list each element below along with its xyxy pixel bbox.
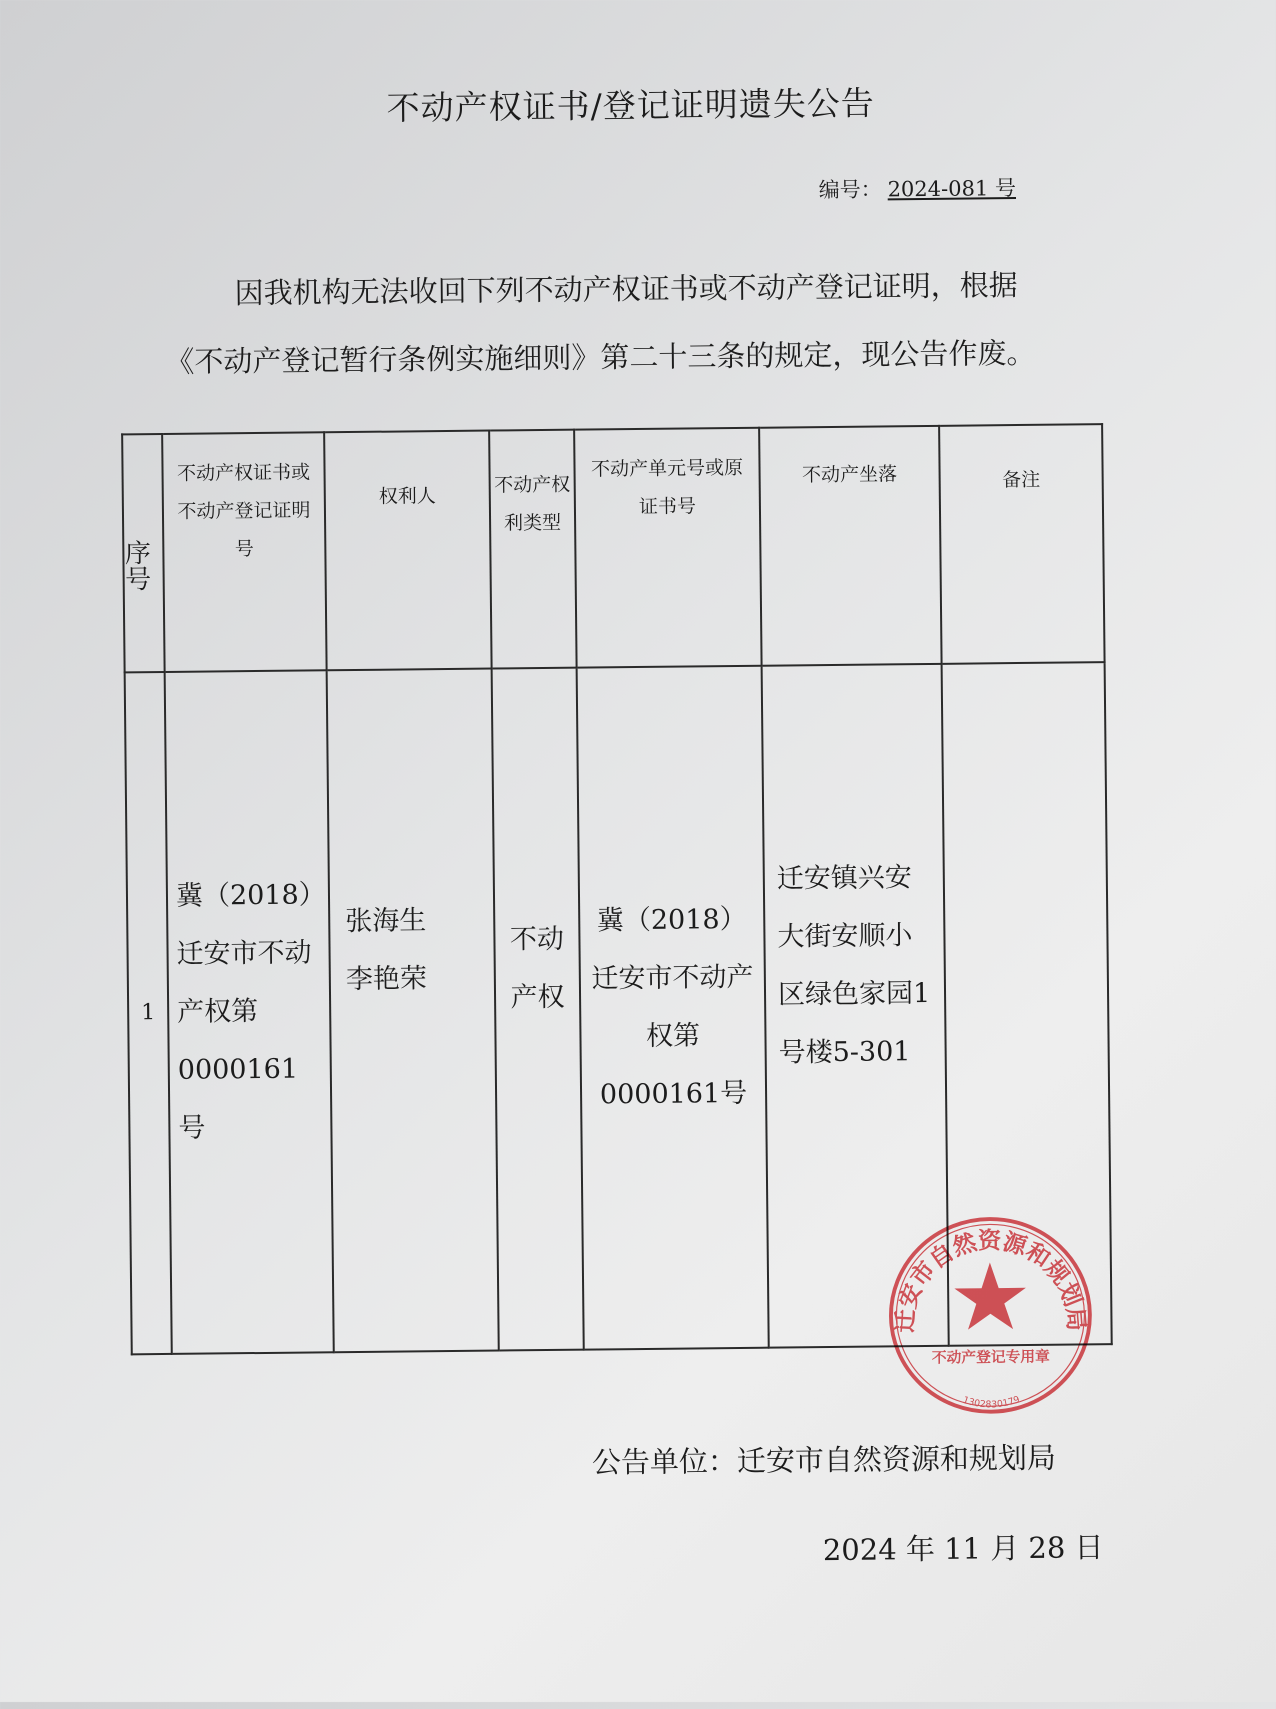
table-header-row <box>122 424 1104 672</box>
document-number-label: 编号： <box>818 177 882 203</box>
cell-right-type: 不动产权 <box>492 668 584 1351</box>
cell-holders: 张海生 李艳荣 <box>327 669 499 1353</box>
header-seq: 序号 <box>122 434 164 672</box>
document-title: 不动产权证书/登记证明遗失公告 <box>386 83 875 128</box>
header-remark: 备注 <box>939 424 1104 664</box>
header-location: 不动产坐落 <box>759 426 941 666</box>
seal-center-text: 不动产登记专用章 <box>931 1348 1050 1367</box>
announcement-date: 2024 年 11 月 28 日 <box>822 1530 1104 1568</box>
seal-code: 1302830179 <box>961 1394 1022 1411</box>
intro-line-1: 因我机构无法收回下列不动产权证书或不动产登记证明，根据 <box>234 268 1018 311</box>
header-right-type: 不动产权利类型 <box>489 430 576 669</box>
cell-unit-no: 冀（2018）迁安市不动产权第0000161号 <box>577 666 769 1350</box>
seal-star-icon <box>954 1262 1026 1330</box>
document-number-value: 2024-081 号 <box>887 176 1017 202</box>
header-unit-no: 不动产单元号或原证书号 <box>574 428 761 668</box>
header-cert-no: 不动产权证书或不动产登记证明号 <box>162 432 326 672</box>
seal-ring-text: 迁安市自然资源和规划局 <box>891 1227 1090 1334</box>
cell-seq: 1 <box>125 672 172 1354</box>
announcing-unit: 公告单位：迁安市自然资源和规划局 <box>591 1440 1057 1480</box>
intro-line-2: 《不动产登记暂行条例实施细则》第二十三条的规定，现公告作废。 <box>165 335 1036 379</box>
intro-paragraph <box>164 250 1105 396</box>
cell-location: 迁安镇兴安大街安顺小区绿色家园1号楼5-301 <box>762 664 949 1348</box>
cell-cert-no: 冀（2018）迁安市不动产权第0000161号 <box>165 670 334 1354</box>
document-number <box>818 172 1022 204</box>
official-seal <box>884 1213 1096 1417</box>
header-holder: 权利人 <box>324 431 491 671</box>
